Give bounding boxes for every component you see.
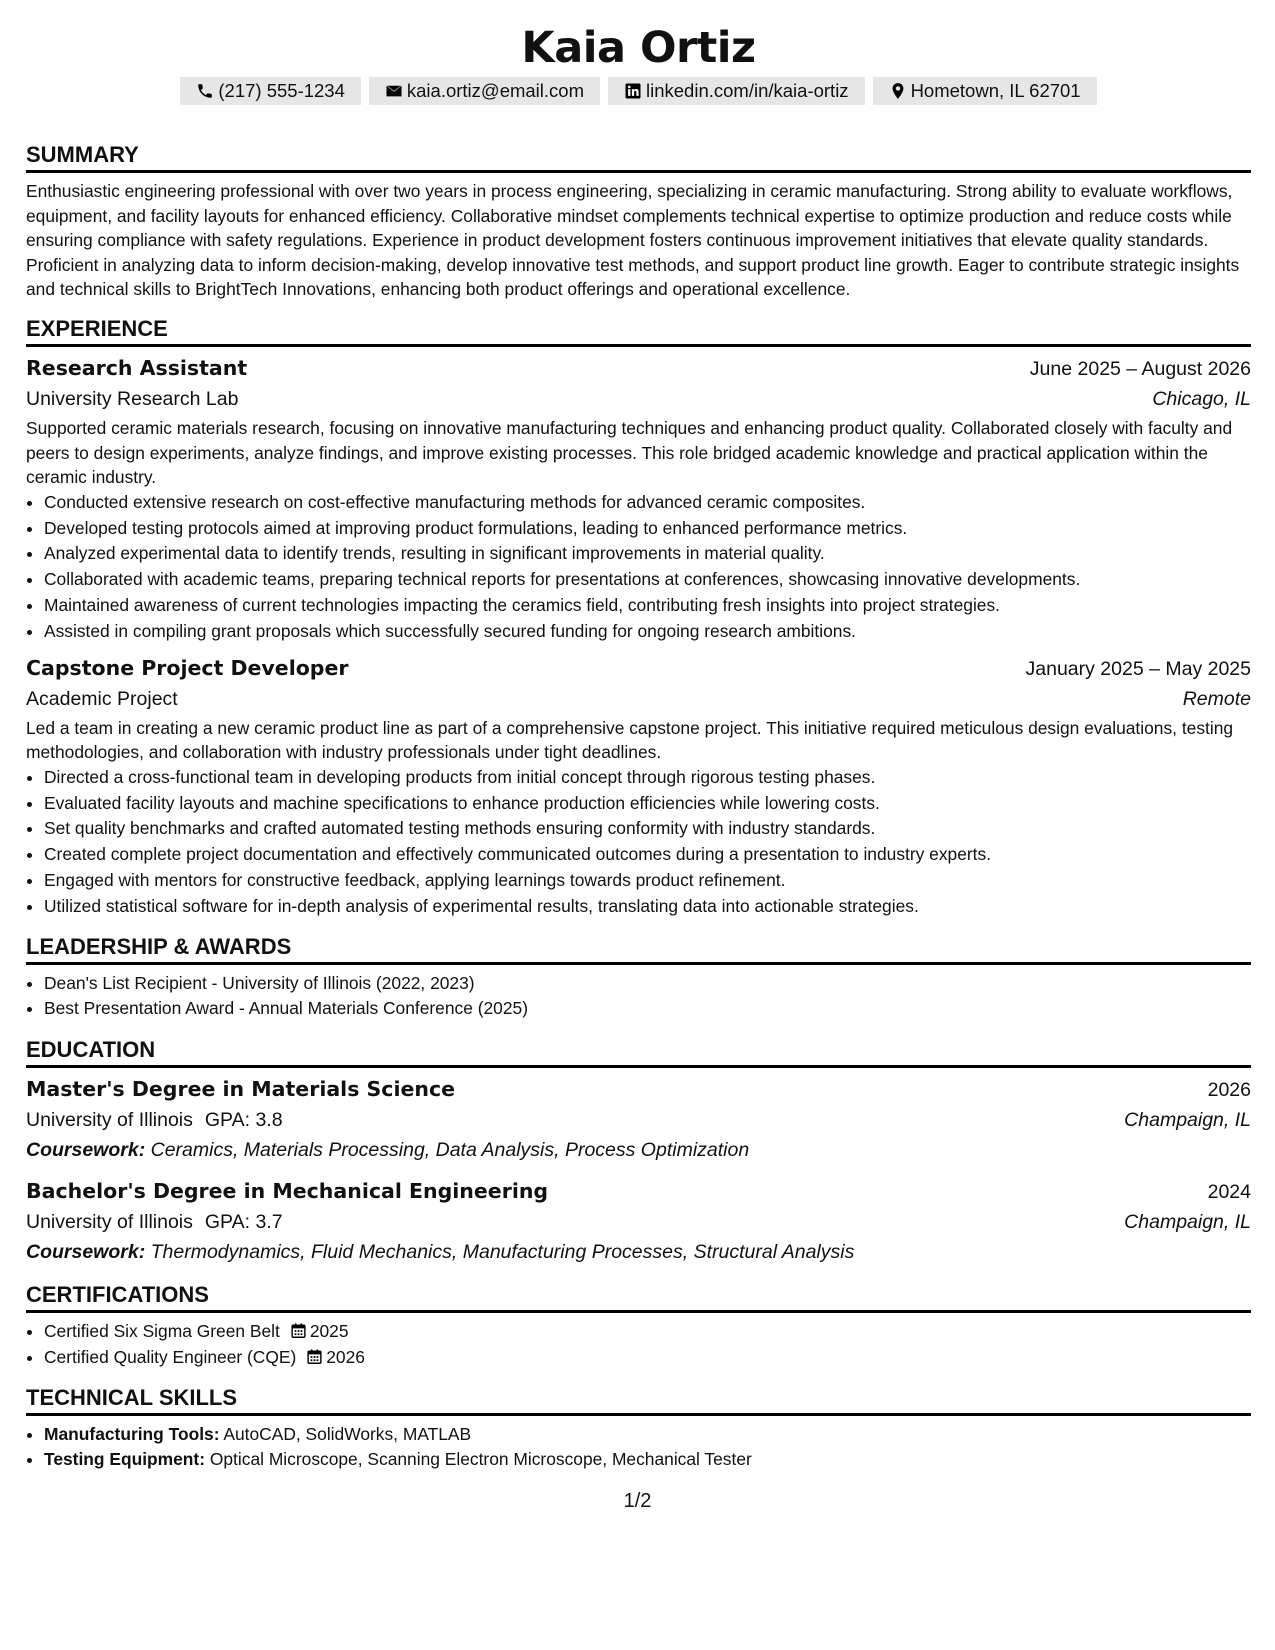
awards-list [26, 971, 1251, 1023]
coursework-list: Ceramics, Materials Processing, Data Analysis, Process Optimization [150, 1139, 750, 1162]
page-number: 1/2 [623, 1490, 652, 1512]
summary-text: Enthusiastic engineering professional with over two years in process engineering, specializing in ceramic manufacturing. Strong ability to evaluate workflows, equipment, and facility layouts for enhanced efficiency. Collaborative mindset complements technical expertise to optimize production and reduce costs while ensuring compliance with safety regulations. Experience in product development fosters continuous improvement initiatives that elevate quality standards. Proficient in analyzing data to inform decision-making, develop innovative test methods, and support product line growth. Eager to contribute strategic insights and technical skills to BrightTech Innovations, enhancing both product offerings and operational excellence. [26, 181, 1240, 300]
job-role: Research Assistant [26, 355, 248, 380]
coursework-label: Coursework: [26, 1241, 146, 1264]
coursework [26, 1135, 1251, 1165]
experience-section [26, 315, 1251, 920]
phone-icon [196, 82, 214, 100]
skill-value: AutoCAD, SolidWorks, MATLAB [223, 1423, 472, 1444]
list-item: • Set quality benchmarks and crafted automated testing methods ensuring conformity with industry standards. [44, 816, 1251, 842]
contact-phone[interactable] [180, 77, 361, 105]
job-org: Academic Project [26, 687, 178, 710]
contact-location [873, 77, 1097, 105]
job-org: University Research Lab [26, 387, 239, 410]
job-location: Remote [1182, 687, 1251, 710]
skill-label: Manufacturing Tools: [44, 1423, 220, 1444]
school-name: University of Illinois [26, 1211, 193, 1234]
job-description: Led a team in creating a new ceramic product line as part of a comprehensive capstone project. This initiative required meticulous design evaluations, testing methodologies, and collaboration with industry professionals under tight deadlines. [26, 717, 1234, 763]
education-entry [26, 1074, 1251, 1165]
list-item: • Engaged with mentors for constructive feedback, applying learnings towards product refinement. [44, 868, 1251, 894]
school-line [26, 1207, 283, 1237]
skill-value: Optical Microscope, Scanning Electron Microscope, Mechanical Tester [209, 1449, 752, 1470]
skills-section [26, 1384, 1251, 1474]
list-item: • Analyzed experimental data to identify trends, resulting in significant improvements in material quality. [44, 541, 1251, 567]
job-bullets [26, 765, 1251, 920]
school-name: University of Illinois [26, 1109, 193, 1132]
contact-email-text: kaia.ortiz@email.com [406, 80, 584, 101]
calendar-icon [296, 1347, 326, 1367]
list-item: • Evaluated facility layouts and machine specifications to enhance production efficiencies while lowering costs. [44, 791, 1251, 817]
skill-label: Testing Equipment: [44, 1449, 206, 1470]
job-description: Supported ceramic materials research, focusing on innovative manufacturing techniques and enhancing product quality. Collaborated closely with faculty and peers to design experiments, analyze findings, and improve existing processes. This role bridged academic knowledge and practical application within the ceramic industry. [26, 417, 1233, 488]
education-entry [26, 1176, 1251, 1267]
cert-name: Certified Quality Engineer (CQE) [44, 1346, 297, 1367]
map-marker-icon [889, 82, 907, 100]
section-title-certifications: CERTIFICATIONS [26, 1281, 1251, 1313]
list-item [44, 1319, 1251, 1345]
list-item: • Conducted extensive research on cost-effective manufacturing methods for advanced ceramic composites. [44, 490, 1251, 516]
education-subheader [26, 1105, 1251, 1135]
job-entry [26, 653, 1251, 920]
linkedin-icon [624, 82, 642, 100]
list-item: • Developed testing protocols aimed at improving product formulations, leading to enhanced performance metrics. [44, 516, 1251, 542]
section-title-experience: EXPERIENCE [26, 315, 1251, 347]
cert-year: 2025 [309, 1321, 349, 1342]
education-header [26, 1074, 1251, 1105]
contact-linkedin[interactable] [608, 77, 865, 105]
list-item: • Collaborated with academic teams, preparing technical reports for presentations at conferences, showcasing innovative developments. [44, 567, 1251, 593]
job-dates: January 2025 – May 2025 [1025, 657, 1251, 680]
section-title-education: EDUCATION [26, 1036, 1251, 1068]
contact-bar [26, 77, 1251, 105]
job-entry [26, 353, 1251, 645]
job-subheader [26, 384, 1251, 414]
degree-name: Bachelor's Degree in Mechanical Engineering [26, 1179, 549, 1204]
calendar-icon [280, 1321, 310, 1341]
school-location: Champaign, IL [1124, 1109, 1251, 1132]
certifications-list [26, 1319, 1251, 1371]
list-item: • Assisted in compiling grant proposals which successfully secured funding for ongoing research ambitions. [44, 619, 1251, 645]
coursework-label: Coursework: [26, 1139, 146, 1162]
school-location: Champaign, IL [1124, 1211, 1251, 1234]
job-bullets [26, 490, 1251, 645]
job-role: Capstone Project Developer [26, 655, 349, 680]
job-dates: June 2025 – August 2026 [1029, 357, 1251, 380]
section-title-awards: LEADERSHIP & AWARDS [26, 933, 1251, 965]
coursework-list: Thermodynamics, Fluid Mechanics, Manufacturing Processes, Structural Analysis [150, 1241, 855, 1264]
list-item [44, 1447, 1251, 1473]
education-section [26, 1036, 1251, 1267]
list-item: • Maintained awareness of current technologies impacting the ceramics field, contributing fresh insights into project strategies. [44, 593, 1251, 619]
contact-linkedin-text: linkedin.com/in/kaia-ortiz [646, 80, 849, 101]
contact-location-text: Hometown, IL 62701 [910, 80, 1081, 101]
list-item: • Created complete project documentation and effectively communicated outcomes during a presentation to industry experts. [44, 842, 1251, 868]
education-subheader [26, 1207, 1251, 1237]
candidate-name: Kaia Ortiz [521, 23, 756, 73]
degree-year: 2024 [1207, 1181, 1251, 1204]
job-location: Chicago, IL [1152, 387, 1251, 410]
certifications-section [26, 1281, 1251, 1371]
list-item [44, 1345, 1251, 1371]
degree-year: 2026 [1207, 1079, 1251, 1102]
school-line [26, 1105, 283, 1135]
coursework [26, 1237, 1251, 1267]
section-title-summary: SUMMARY [26, 141, 1251, 173]
list-item: • Dean's List Recipient - University of Illinois (2022, 2023) [44, 971, 1251, 997]
cert-name: Certified Six Sigma Green Belt [44, 1321, 280, 1342]
list-item [44, 1422, 1251, 1448]
list-item: • Directed a cross-functional team in developing products from initial concept through rigorous testing phases. [44, 765, 1251, 791]
cert-year: 2026 [326, 1346, 365, 1367]
awards-section [26, 933, 1251, 1023]
list-item: • Utilized statistical software for in-depth analysis of experimental results, translating data into actionable strategies. [44, 894, 1251, 920]
job-header [26, 653, 1251, 684]
envelope-icon [385, 82, 403, 100]
skills-list [26, 1422, 1251, 1474]
job-header [26, 353, 1251, 384]
degree-name: Master's Degree in Materials Science [26, 1077, 456, 1102]
section-title-skills: TECHNICAL SKILLS [26, 1384, 1251, 1416]
gpa: GPA: 3.8 [204, 1109, 283, 1132]
summary-section [26, 141, 1251, 302]
job-subheader [26, 684, 1251, 714]
education-header [26, 1176, 1251, 1207]
contact-email[interactable] [369, 77, 600, 105]
contact-phone-text: (217) 555-1234 [218, 80, 345, 101]
resume-page [26, 0, 1251, 1473]
gpa: GPA: 3.7 [204, 1211, 283, 1234]
list-item: • Best Presentation Award - Annual Materials Conference (2025) [44, 996, 1251, 1022]
